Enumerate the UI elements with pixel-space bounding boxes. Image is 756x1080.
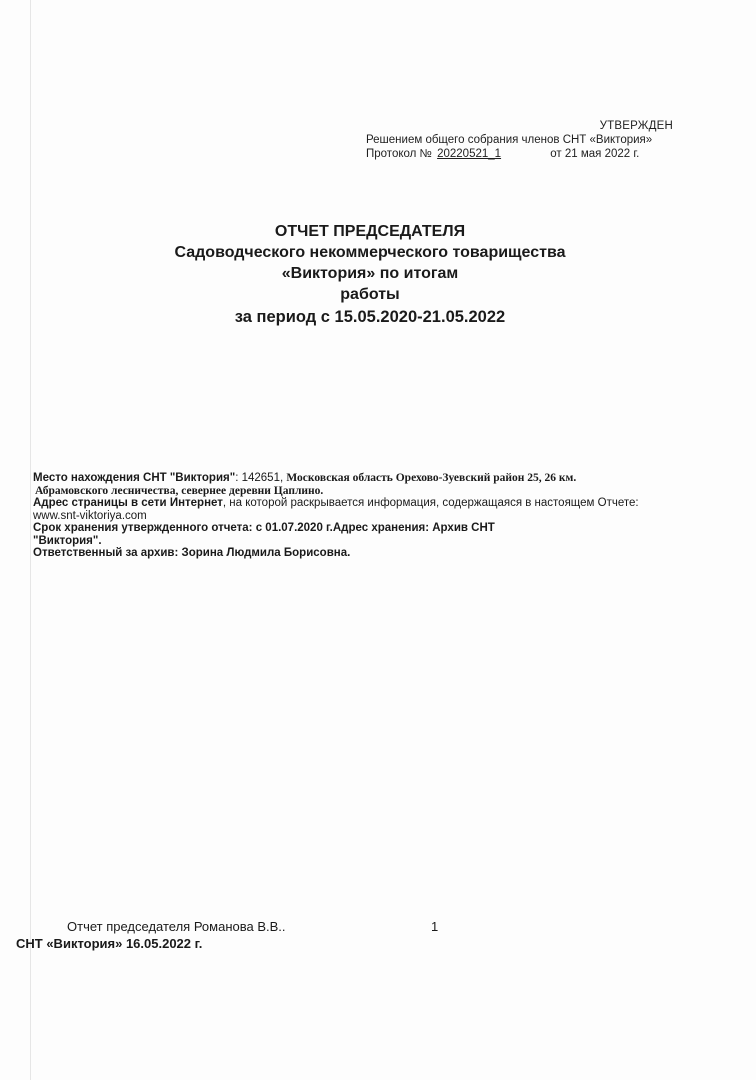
footer-report-by: Отчет председателя Романова В.В.. — [67, 919, 286, 934]
web-url-paragraph — [33, 510, 723, 523]
web-text: , на которой раскрывается информация, содержащаяся в настоящем Отчете: — [222, 497, 639, 509]
location-value-2: Абрамовского лесничества, севернее деревни Цаплино. — [35, 484, 324, 497]
page-number: 1 — [431, 919, 439, 934]
title-line-5: за период с 15.05.2020-21.05.2022 — [234, 308, 506, 326]
title-line-4: работы — [340, 286, 400, 303]
location-value-1: Московская область Орехово-Зуевский район 25, 26 км. — [286, 472, 577, 484]
protocol-date: от 21 мая 2022 г. — [550, 148, 640, 160]
scan-edge-line — [30, 0, 31, 1080]
location-paragraph — [33, 472, 723, 485]
web-url: www.snt-viktoriya.com — [33, 509, 147, 522]
protocol-label: Протокол № — [366, 148, 432, 160]
title-line-3: «Виктория» по итогам — [281, 265, 459, 282]
approval-stamp-block — [366, 119, 686, 161]
title-line-2: Садоводческого некоммерческого товарищества — [174, 244, 566, 261]
archive-responsible: Ответственный за архив: Зорина Людмила Борисовна. — [33, 547, 351, 559]
title-line-1: ОТЧЕТ ПРЕДСЕДАТЕЛЯ — [274, 223, 466, 240]
storage-line-1: Срок хранения утвержденного отчета: с 01.07.2020 г.Адрес хранения: Архив СНТ — [33, 522, 495, 534]
approval-status: УТВЕРЖДЕН — [599, 120, 673, 132]
location-label: Место нахождения СНТ "Виктория" — [33, 472, 236, 484]
web-label: Адрес страницы в сети Интернет — [33, 497, 223, 509]
location-paragraph-2 — [33, 485, 723, 498]
approval-decision: Решением общего собрания членов СНТ «Виктория» — [366, 134, 653, 146]
report-title — [0, 221, 740, 328]
location-index: : 142651, — [235, 472, 287, 484]
approval-protocol — [366, 147, 686, 161]
footer-org-date: СНТ «Виктория» 16.05.2022 г. — [16, 936, 203, 951]
protocol-number: 20220521_1 — [437, 148, 502, 160]
web-paragraph — [33, 497, 723, 510]
storage-line-2: "Виктория". — [33, 534, 102, 547]
organization-info — [33, 472, 723, 560]
